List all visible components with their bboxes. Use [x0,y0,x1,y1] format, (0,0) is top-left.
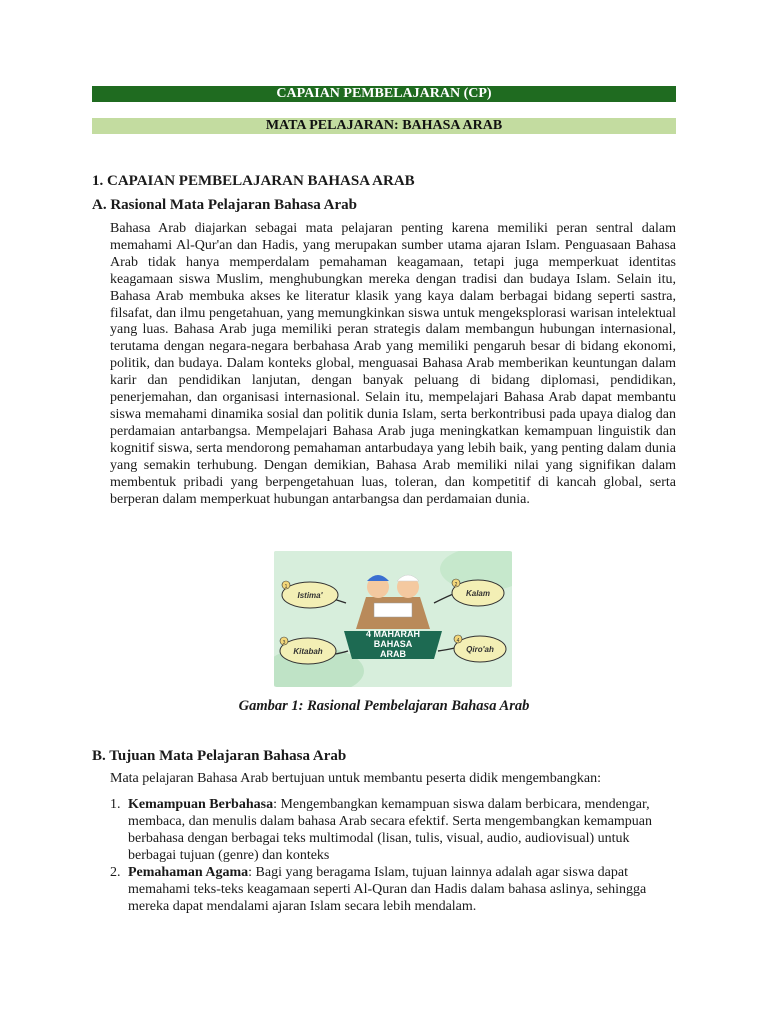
document-title-band: CAPAIAN PEMBELAJARAN (CP) [92,86,676,102]
svg-text:2: 2 [454,582,458,588]
rationale-paragraph: Bahasa Arab diajarkan sebagai mata pelajaran penting karena memiliki peran sentral dalam memahami Al-Qur'an dan Hadis, yang merupakan sumber utama ajaran Islam. Penguasaan Bahasa Arab tidak hanya memperdalam pemahaman keagamaan, tetapi juga memperkuat identitas keagamaan siswa Muslim, menghubungkan mereka dengan tradisi dan budaya Islam. Selain itu, Bahasa Arab membuka akses ke literatur klasik yang kaya dalam berbagai bidang seperti sastra, filsafat, dan ilmu pengetahuan, yang memungkinkan siswa untuk mengeksplorasi warisan intelektual yang luas. Bahasa Arab juga memiliki peran strategis dalam membangun hubungan internasional, terutama dengan negara-negara berbahasa Arab yang memiliki pengaruh besar di bidang ekonomi, politik, dan budaya. Dalam konteks global, menguasai Bahasa Arab memberikan keuntungan dalam karir dan pendidikan lanjutan, dengan banyak peluang di bidang diplomasi, pendidikan, penerjemahan, dan organisasi internasional. Selain itu, mempelajari Bahasa Arab dapat membantu siswa memahami dinamika sosial dan politik dunia Islam, serta berkontribusi pada upaya dialog dan perdamaian antarbangsa. Mempelajari Bahasa Arab juga meningkatkan kemampuan linguistik dan kognitif siswa, serta mendorong pemahaman antarbudaya yang lebih baik, yang penting dalam dunia yang semakin terhubung. Dengan demikian, Bahasa Arab memiliki nilai yang signifikan dalam membentuk pribadi yang berpengetahuan luas, toleran, dan kompetitif di kancah global, serta berperan dalam memperkuat hubungan antarbangsa dan perdamaian dunia. [110,221,676,507]
svg-text:Qiro'ah: Qiro'ah [466,645,494,654]
list-term: Pemahaman Agama [128,865,249,880]
list-number: 1. [110,797,121,812]
list-text: : Bagi yang beragama Islam, tujuan lainnya adalah agar siswa dapat memahami teks-teks keagamaan seperti Al-Quran dan Hadis dalam bahasa aslinya, sehingga mereka dapat mendalami ajaran Islam secara lebih mendalam. [128,865,647,914]
list-item [110,864,676,915]
center-line-2: BAHASA [373,639,413,649]
svg-text:3: 3 [282,640,286,646]
svg-text:Kalam: Kalam [465,589,491,598]
subject-band: MATA PELAJARAN: BAHASA ARAB [92,118,676,134]
svg-text:Kitabah: Kitabah [293,647,323,656]
objectives-list [110,796,676,915]
subsection-heading-b: B. Tujuan Mata Pelajaran Bahasa Arab [92,748,347,764]
svg-text:4: 4 [456,638,460,644]
list-term: Kemampuan Berbahasa [128,797,274,812]
list-number: 2. [110,865,121,880]
list-text: : Mengembangkan kemampuan siswa dalam berbicara, mendengar, membaca, dan menulis dalam bahasa Arab secara efektif. Serta mengembangkan kemampuan berbahasa dengan berbagai teks multimodal (lisan, tulis, visual, audio, audiovisual) untuk berbagai tujuan (genre) dan konteks [128,797,653,863]
center-line-3: ARAB [380,649,406,659]
maharah-illustration [274,551,512,687]
objectives-intro: Mata pelajaran Bahasa Arab bertujuan untuk membantu peserta didik mengembangkan: [110,771,602,786]
list-item [110,796,676,864]
figure-caption: Gambar 1: Rasional Pembelajaran Bahasa Arab [238,698,530,714]
subsection-heading-a: A. Rasional Mata Pelajaran Bahasa Arab [92,197,358,213]
svg-text:Istima': Istima' [297,591,323,600]
section-heading: 1. CAPAIAN PEMBELAJARAN BAHASA ARAB [92,173,415,189]
center-line-1: 4 MAHARAH [366,629,420,639]
svg-text:1: 1 [284,584,288,590]
maharah-diagram [274,551,512,687]
